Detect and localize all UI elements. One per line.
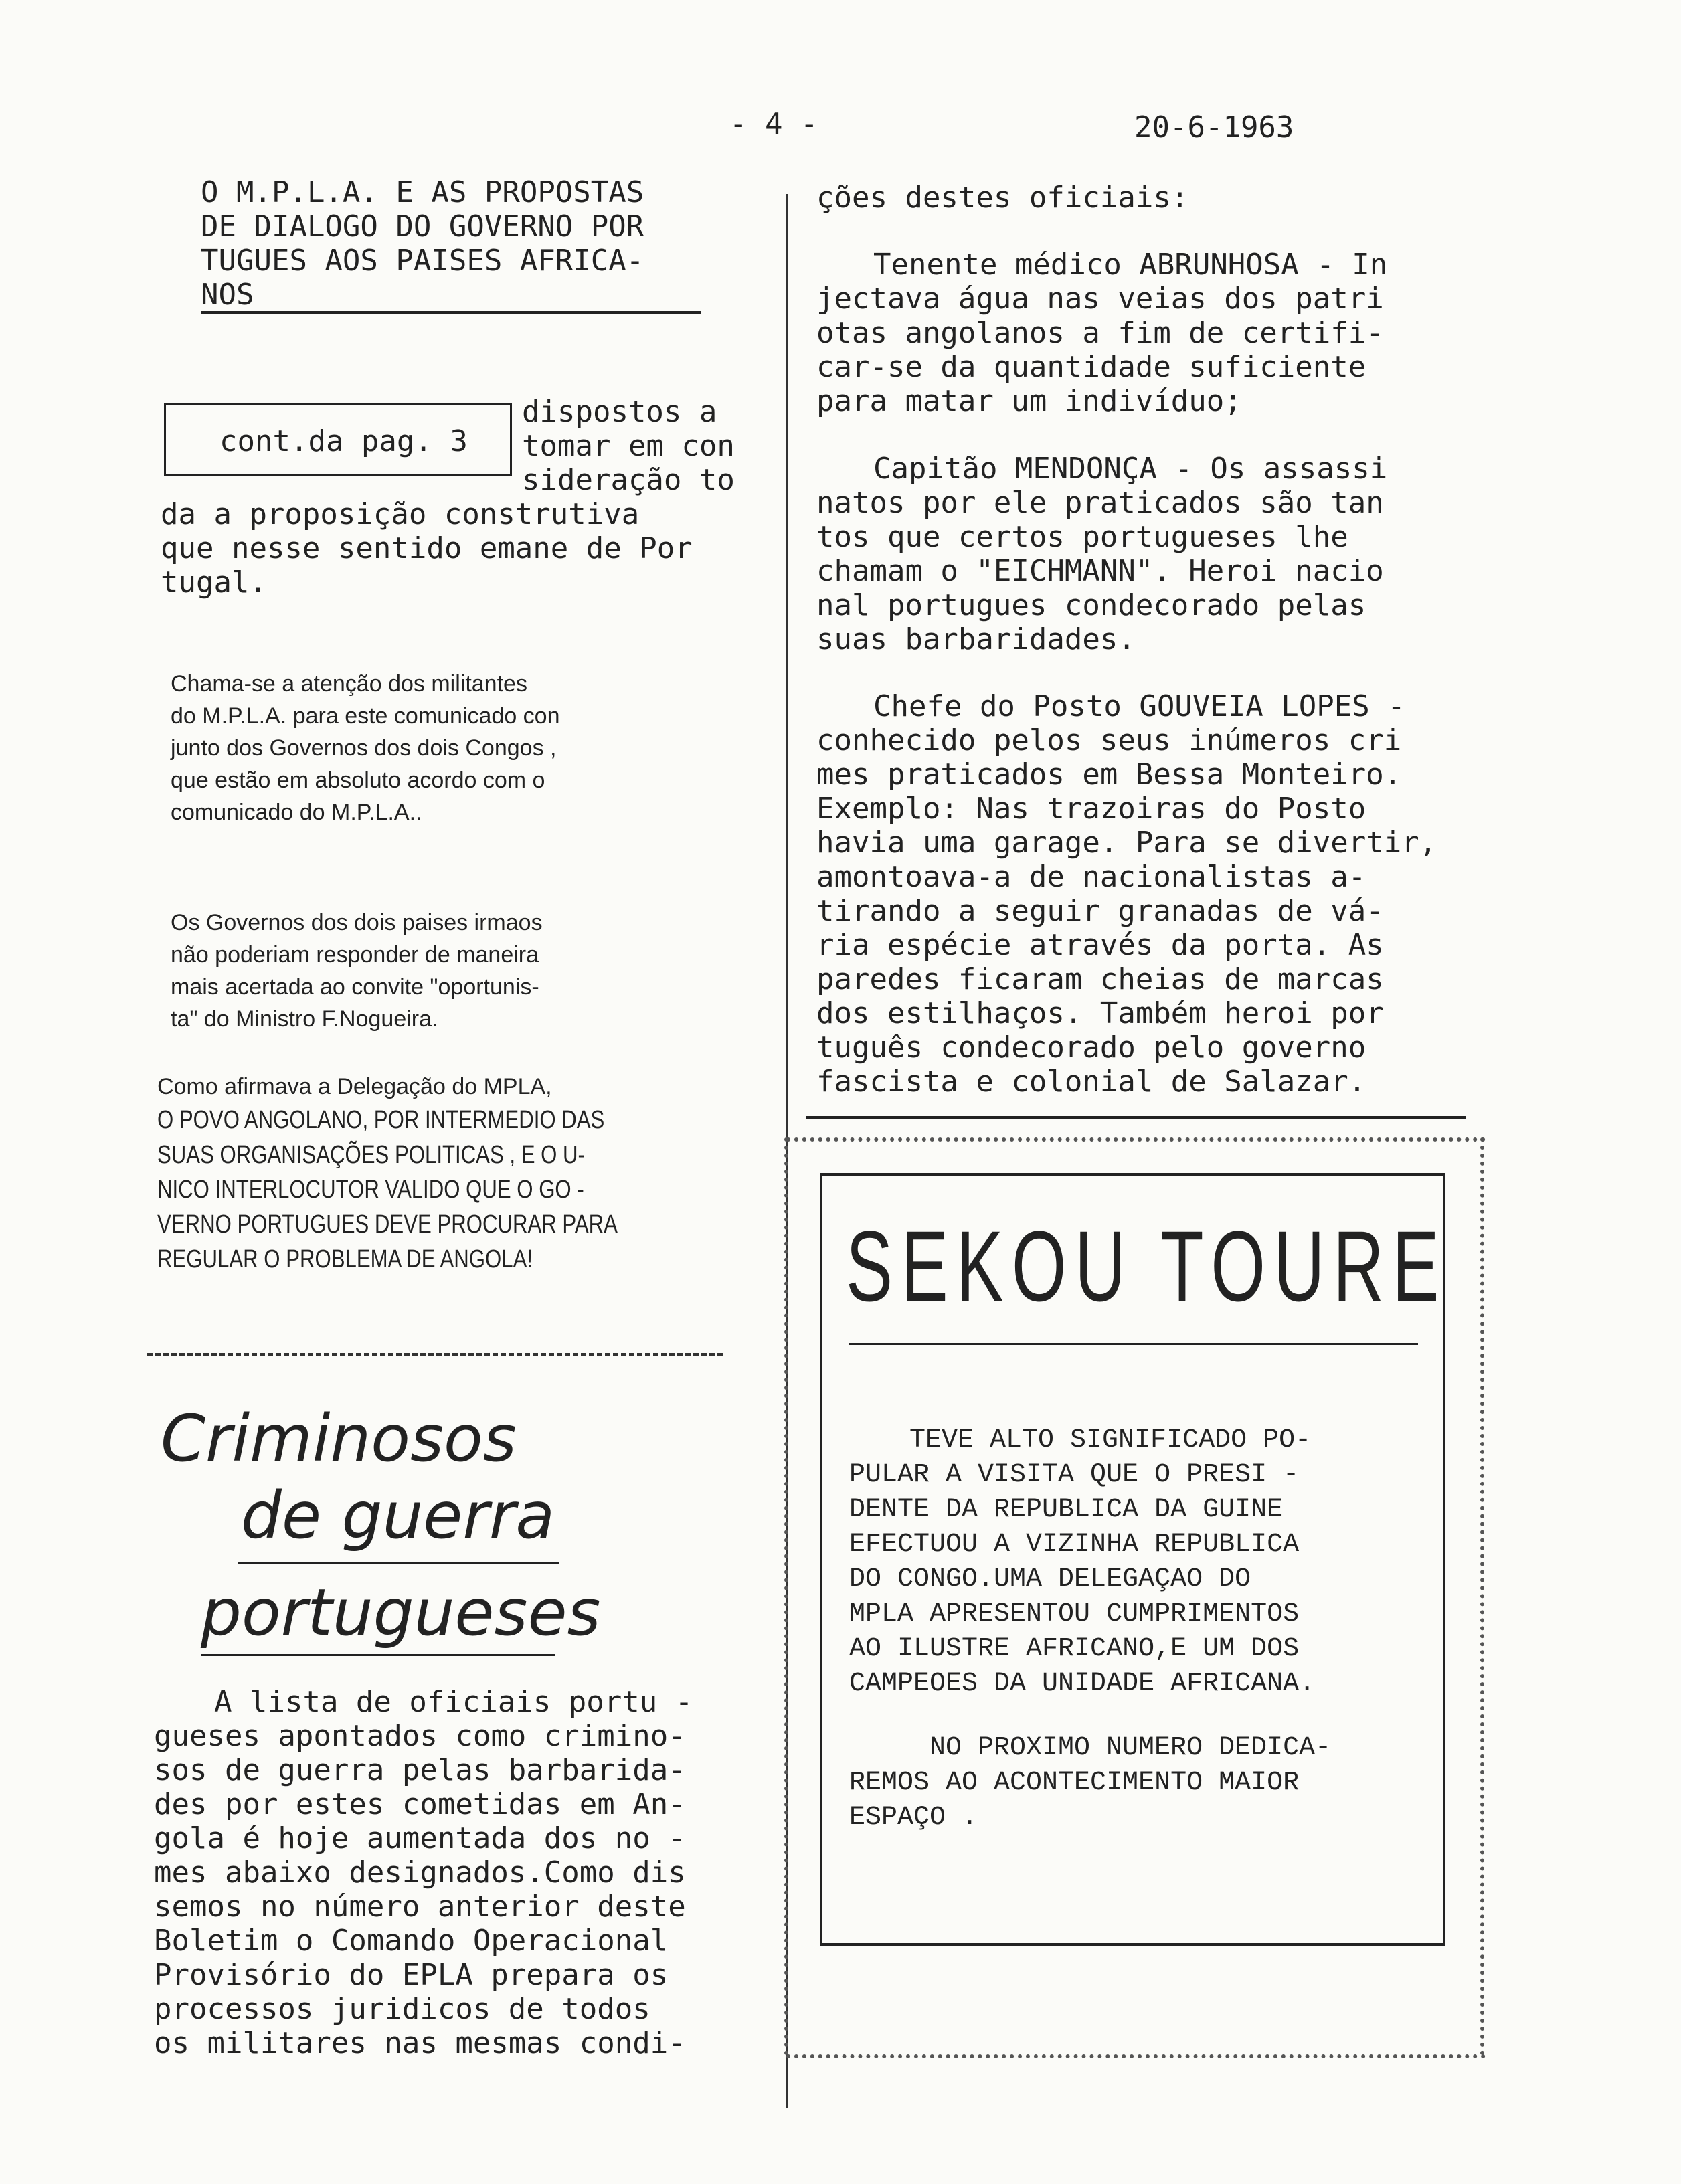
text-line: tomar em con — [522, 429, 735, 463]
text-line: nal portugues condecorado pelas — [816, 588, 1366, 622]
right-column-end-rule — [806, 1116, 1466, 1119]
text-line: REGULAR O PROBLEMA DE ANGOLA! — [157, 1245, 533, 1273]
sekou-paragraph-1 — [849, 1423, 1315, 1702]
text-line: Chefe do Posto GOUVEIA LOPES - — [873, 689, 1405, 723]
text-line: TEVE ALTO SIGNIFICADO PO- — [909, 1425, 1312, 1455]
text-line: tuguês condecorado pelo governo — [816, 1030, 1366, 1065]
entry-gouveia-lopes — [816, 689, 1437, 1099]
right-intro: ções destes oficiais: — [816, 181, 1189, 215]
text-line: sos de guerra pelas barbarida- — [154, 1753, 686, 1787]
mpla-paragraph-2 — [171, 668, 560, 828]
text-line: mes abaixo designados.Como dis — [154, 1855, 686, 1890]
text-line: dos estilhaços. Também heroi por — [816, 996, 1384, 1030]
text-line: O POVO ANGOLANO, POR INTERMEDIO DAS — [157, 1106, 605, 1134]
text-line: REMOS AO ACONTECIMENTO MAIOR — [849, 1768, 1300, 1798]
mpla-article-title — [201, 175, 644, 312]
criminosos-title — [201, 1576, 601, 1649]
sekou-paragraph-2 — [849, 1731, 1331, 1835]
text-line: os militares nas mesmas condi- — [154, 2026, 686, 2060]
text-line: DO CONGO.UMA DELEGAÇAO DO — [849, 1564, 1251, 1595]
sekou-toure-box — [820, 1173, 1448, 1946]
text-line: AO ILUSTRE AFRICANO,E UM DOS — [849, 1634, 1300, 1664]
criminosos-title — [241, 1479, 555, 1552]
text-line: que estão em absoluto acordo com o — [171, 767, 545, 793]
criminosos-title — [161, 1402, 517, 1475]
text-line: tos que certos portugueses lhe — [816, 520, 1348, 554]
mpla-paragraph-3 — [171, 907, 543, 1035]
text-line: junto dos Governos dos dois Congos , — [171, 735, 557, 761]
title-line: Criminosos — [161, 1401, 517, 1476]
title-line: NOS — [201, 278, 254, 312]
continuation-box — [164, 403, 512, 476]
entry-mendonca — [816, 452, 1387, 656]
text-line: suas barbaridades. — [816, 622, 1136, 656]
text-line: mais acertada ao convite "oportunis- — [171, 974, 539, 1000]
text-line: VERNO PORTUGUES DEVE PROCURAR PARA — [157, 1210, 618, 1239]
text-line: car-se da quantidade suficiente — [816, 350, 1366, 384]
text-line: EFECTUOU A VIZINHA REPUBLICA — [849, 1530, 1300, 1560]
text-line: fascista e colonial de Salazar. — [816, 1065, 1366, 1099]
text-line: tirando a seguir granadas de vá- — [816, 894, 1384, 928]
text-line: DENTE DA REPUBLICA DA GUINE — [849, 1495, 1284, 1525]
text-line: SUAS ORGANISAÇÕES POLITICAS , E O U- — [157, 1141, 585, 1169]
outer-frame-left — [784, 1138, 788, 2056]
text-line: paredes ficaram cheias de marcas — [816, 962, 1384, 996]
text-line: que nesse sentido emane de Por — [161, 531, 693, 565]
page-number: - 4 - — [729, 107, 818, 141]
text-line: processos juridicos de todos — [154, 1992, 650, 2026]
text-line: A lista de oficiais portu - — [214, 1685, 693, 1719]
text-line: gola é hoje aumentada dos no - — [154, 1821, 686, 1855]
mpla-paragraph-4 — [157, 1071, 719, 1277]
title-line: O M.P.L.A. E AS PROPOSTAS — [201, 175, 644, 209]
text-line: NICO INTERLOCUTOR VALIDO QUE O GO - — [157, 1176, 584, 1204]
text-line: jectava água nas veias dos patri — [816, 282, 1384, 316]
title-line: portugueses — [201, 1575, 601, 1650]
text-line: do M.P.L.A. para este comunicado con — [171, 703, 560, 729]
text-line: MPLA APRESENTOU CUMPRIMENTOS — [849, 1599, 1300, 1629]
title-underline — [849, 1343, 1418, 1345]
text-line: conhecido pelos seus inúmeros cri — [816, 723, 1402, 757]
entry-abrunhosa — [816, 248, 1387, 418]
text-line: ria espécie através da porta. As — [816, 928, 1384, 962]
title-underline — [201, 311, 701, 314]
text-line: sideração to — [522, 463, 735, 497]
text-line: ESPAÇO . — [849, 1803, 978, 1833]
title-underline — [238, 1562, 559, 1564]
text-line: PULAR A VISITA QUE O PRESI - — [849, 1460, 1300, 1490]
continuation-label: cont.da pag. 3 — [219, 424, 468, 458]
mpla-paragraph-1 — [161, 497, 693, 600]
text-line: Boletim o Comando Operacional — [154, 1924, 669, 1958]
text-line: Capitão MENDONÇA - Os assassi — [873, 452, 1388, 486]
text-line: da a proposição construtiva — [161, 497, 640, 531]
text-line: NO PROXIMO NUMERO DEDICA- — [930, 1733, 1332, 1763]
text-line: chamam o "EICHMANN". Heroi nacio — [816, 554, 1384, 588]
text-line: amontoava-a de nacionalistas a- — [816, 860, 1366, 894]
text-line: Chama-se a atenção dos militantes — [171, 671, 527, 697]
text-line: para matar um indivíduo; — [816, 384, 1242, 418]
text-line: havia uma garage. Para se divertir, — [816, 826, 1437, 860]
outer-frame-bottom — [786, 2054, 1486, 2058]
text-line: ta" do Ministro F.Nogueira. — [171, 1006, 438, 1032]
title-line: TUGUES AOS PAISES AFRICA- — [201, 244, 644, 278]
criminosos-body — [154, 1685, 693, 2060]
text-line: Tenente médico ABRUNHOSA - In — [873, 248, 1388, 282]
text-line: otas angolanos a fim de certifi- — [816, 316, 1384, 350]
dashed-separator — [147, 1353, 723, 1356]
text-line: dispostos a — [522, 395, 717, 429]
text-line: Provisório do EPLA prepara os — [154, 1958, 669, 1992]
text-line: Exemplo: Nas trazoiras do Posto — [816, 792, 1366, 826]
box-side-text — [522, 395, 735, 497]
text-line: não poderiam responder de maneira — [171, 942, 539, 968]
text-line: tugal. — [161, 565, 267, 600]
issue-date: 20-6-1963 — [1134, 110, 1294, 145]
text-line: Como afirmava a Delegação do MPLA, — [157, 1074, 552, 1099]
text-line: gueses apontados como crimino- — [154, 1719, 686, 1753]
sekou-toure-title: SEKOU TOURE — [846, 1210, 1448, 1322]
text-line: CAMPEOES DA UNIDADE AFRICANA. — [849, 1669, 1316, 1699]
title-line: de guerra — [241, 1478, 555, 1553]
text-line: semos no número anterior deste — [154, 1890, 686, 1924]
text-line: Os Governos dos dois paises irmaos — [171, 910, 543, 935]
text-line: mes praticados em Bessa Monteiro. — [816, 757, 1402, 792]
outer-frame-top — [786, 1138, 1486, 1142]
outer-frame-right — [1480, 1138, 1484, 2056]
title-underline — [201, 1654, 555, 1656]
text-line: natos por ele praticados são tan — [816, 486, 1384, 520]
text-line: des por estes cometidas em An- — [154, 1787, 686, 1821]
title-line: DE DIALOGO DO GOVERNO POR — [201, 209, 644, 244]
text-line: comunicado do M.P.L.A.. — [171, 800, 422, 825]
